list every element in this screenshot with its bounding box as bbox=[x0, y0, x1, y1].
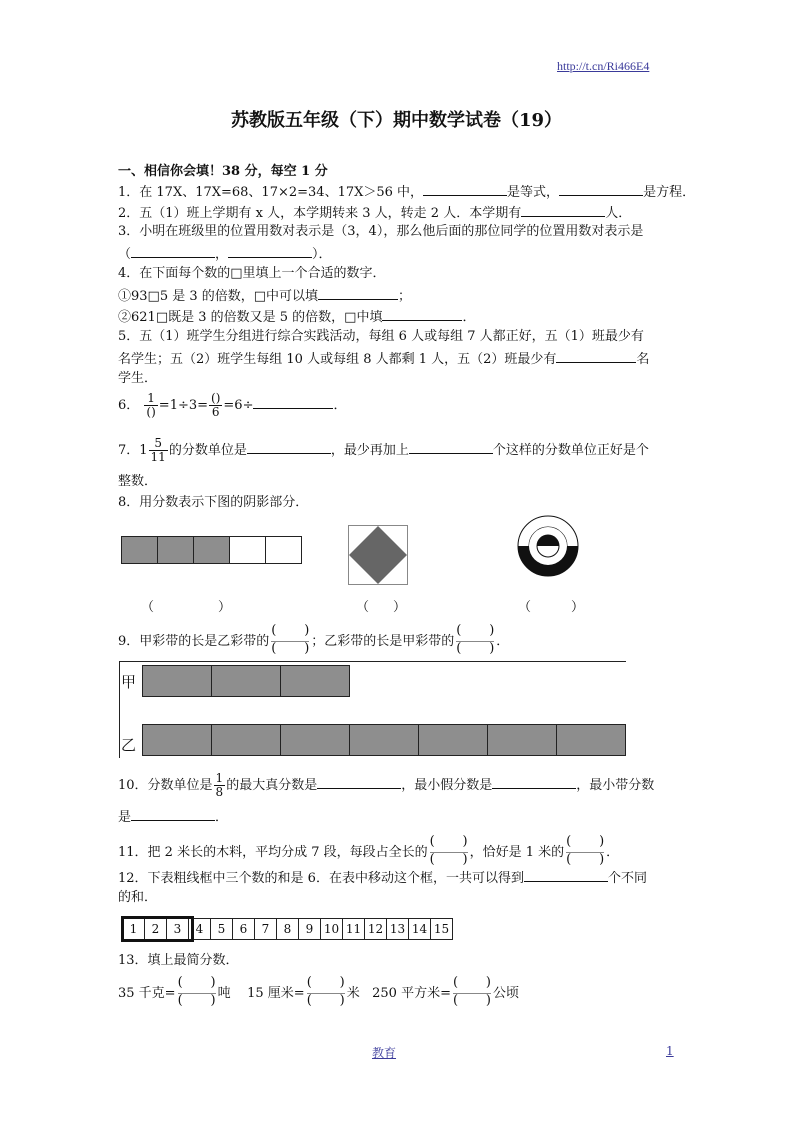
number-cell: 10 bbox=[320, 918, 343, 940]
q3-close-paren: ）． bbox=[312, 247, 332, 262]
q5-text-c: 名 bbox=[636, 352, 650, 367]
q7-number: 7．1 bbox=[118, 443, 148, 458]
answer-blank[interactable] bbox=[253, 394, 333, 409]
question-6 bbox=[118, 392, 346, 419]
ring-figure bbox=[516, 514, 580, 578]
answer-blank[interactable] bbox=[559, 181, 643, 196]
q6-number: 6． bbox=[118, 398, 140, 413]
fraction-numerator: 1 bbox=[215, 771, 224, 785]
figure-3-answer[interactable] bbox=[518, 598, 584, 617]
page-title: 苏教版五年级（下）期中数学试卷（19） bbox=[230, 110, 563, 131]
close-paren: ） bbox=[570, 600, 584, 615]
q13-text-b: 35 千克= bbox=[118, 986, 176, 1001]
fraction-blank[interactable] bbox=[271, 624, 309, 659]
number-cell: 1 bbox=[122, 918, 145, 940]
question-9 bbox=[118, 624, 509, 659]
q11-text: 11．把 2 米长的木料，平均分成 7 段，每段占全长的 bbox=[118, 845, 428, 860]
number-cell: 3 bbox=[166, 918, 189, 940]
q11-text-b: ，恰好是 1 米的 bbox=[469, 845, 565, 860]
fraction-blank[interactable] bbox=[453, 976, 491, 1011]
question-7-line-2: 整数． bbox=[118, 474, 158, 489]
question-4-part-2 bbox=[118, 306, 475, 327]
q4-text-d: ②621□既是 3 的倍数又是 5 的倍数，□中填 bbox=[118, 310, 383, 325]
q13-text-d: 15 厘米= bbox=[247, 986, 305, 1001]
number-cell: 4 bbox=[188, 918, 211, 940]
answer-blank[interactable] bbox=[409, 439, 493, 454]
q2-text-b: 人． bbox=[605, 206, 632, 221]
q1-text-c: 是方程． bbox=[643, 185, 696, 200]
number-cell: 2 bbox=[144, 918, 167, 940]
question-11 bbox=[118, 835, 619, 870]
q10-text-d: ，最小带分数 bbox=[576, 778, 655, 793]
ribbon-jia-segment bbox=[280, 665, 350, 697]
number-cell: 11 bbox=[342, 918, 365, 940]
q9-text: 9．甲彩带的长是乙彩带的 bbox=[118, 634, 270, 649]
answer-blank[interactable] bbox=[131, 806, 215, 821]
figure-1-answer[interactable] bbox=[141, 598, 231, 617]
q9-text-b: ；乙彩带的长是甲彩带的 bbox=[311, 634, 455, 649]
header-link[interactable]: http://t.cn/Ri466E4 bbox=[557, 59, 650, 73]
page-number: 1 bbox=[666, 1044, 674, 1058]
ribbon-yi-segment bbox=[142, 724, 212, 756]
q13-text-c: 吨 bbox=[217, 986, 231, 1001]
shaded-bar-figure bbox=[121, 536, 303, 564]
fraction-denominator: 11 bbox=[150, 450, 166, 464]
fraction-blank[interactable] bbox=[456, 624, 494, 659]
question-3: 3．小明在班级里的位置用数对表示是（3，4），那么他后面的那位同学的位置用数对表示是 bbox=[118, 224, 644, 239]
answer-blank[interactable] bbox=[524, 867, 608, 882]
question-8: 8．用分数表示下图的阴影部分． bbox=[118, 495, 309, 510]
bar-segment-shaded bbox=[157, 536, 194, 564]
q4-text-e: ． bbox=[462, 310, 476, 325]
diamond-square-figure bbox=[348, 525, 408, 585]
close-paren: ） bbox=[217, 600, 231, 615]
open-paren: （ bbox=[518, 600, 532, 615]
fraction-blank[interactable] bbox=[178, 976, 216, 1011]
number-cell: 14 bbox=[408, 918, 431, 940]
question-10-line-2 bbox=[118, 806, 228, 827]
ribbon-yi-segment bbox=[211, 724, 281, 756]
fraction-denominator: 6 bbox=[211, 405, 220, 419]
fraction bbox=[214, 772, 226, 799]
fraction bbox=[144, 392, 157, 419]
number-cell: 5 bbox=[210, 918, 233, 940]
q13-text-e: 米 bbox=[346, 986, 360, 1001]
question-1 bbox=[118, 181, 695, 202]
bar-segment-empty bbox=[265, 536, 302, 564]
q7-text-d: 个这样的分数单位正好是个 bbox=[492, 443, 649, 458]
ribbon-yi-segment bbox=[556, 724, 626, 756]
question-2 bbox=[118, 202, 631, 223]
number-cell: 8 bbox=[276, 918, 299, 940]
q4-text-c: ； bbox=[398, 289, 412, 304]
answer-blank[interactable] bbox=[382, 306, 462, 321]
q7-text-b: 的分数单位是 bbox=[168, 443, 247, 458]
q12-text: 12．下表粗线框中三个数的和是 6．在表中移动这个框，一共可以得到 bbox=[118, 871, 524, 886]
question-5-line-3: 学生． bbox=[118, 371, 158, 386]
ribbon-yi-segment bbox=[349, 724, 419, 756]
question-4: 4．在下面每个数的□里填上一个合适的数字． bbox=[118, 266, 386, 281]
footer-link[interactable]: 教育 bbox=[372, 1046, 397, 1060]
question-3-answer bbox=[118, 243, 332, 264]
fraction-blank[interactable] bbox=[566, 835, 604, 870]
question-12-line-2: 的和． bbox=[118, 890, 158, 905]
answer-blank[interactable] bbox=[492, 774, 576, 789]
fraction-numerator: 5 bbox=[149, 437, 168, 451]
q6-text-c: =6÷ bbox=[223, 398, 254, 413]
answer-blank[interactable] bbox=[131, 243, 215, 258]
fraction-denominator: 8 bbox=[215, 785, 224, 799]
ribbon-yi-segment bbox=[418, 724, 488, 756]
fraction-numerator: () bbox=[211, 391, 221, 405]
number-cell: 6 bbox=[232, 918, 255, 940]
q13-text-g: 公顷 bbox=[492, 986, 519, 1001]
number-cell: 9 bbox=[298, 918, 321, 940]
q4-text-b: ①93□5 是 3 的倍数，□中可以填 bbox=[118, 289, 319, 304]
answer-blank[interactable] bbox=[318, 285, 398, 300]
q9-text-c: ． bbox=[496, 634, 510, 649]
fraction-numerator: 1 bbox=[144, 392, 157, 406]
q10-text-f: ． bbox=[215, 810, 229, 825]
thick-frame[interactable] bbox=[121, 916, 194, 942]
answer-blank[interactable] bbox=[556, 348, 636, 363]
section-heading: 一、相信你会填！38 分，每空 1 分 bbox=[118, 164, 328, 179]
ribbon-jia-segment bbox=[142, 665, 212, 697]
q6-text-d: ． bbox=[333, 398, 347, 413]
number-cell: 12 bbox=[364, 918, 387, 940]
q10-text-c: ，最小假分数是 bbox=[401, 778, 493, 793]
answer-blank[interactable] bbox=[521, 202, 605, 217]
q2-text: 2．五（1）班上学期有 x 人，本学期转来 3 人，转走 2 人．本学期有 bbox=[118, 206, 522, 221]
q3-comma: ， bbox=[215, 247, 229, 262]
ribbon-yi-segment bbox=[487, 724, 557, 756]
q10-text: 10．分数单位是 bbox=[118, 778, 213, 793]
q11-text-c: ． bbox=[606, 845, 620, 860]
number-cell: 7 bbox=[254, 918, 277, 940]
ribbon-jia-label: 甲 bbox=[121, 673, 137, 691]
ribbon-jia-segment bbox=[211, 665, 281, 697]
ribbon-figure bbox=[119, 661, 626, 759]
q1-text-b: 是等式， bbox=[507, 185, 560, 200]
fraction-blank[interactable] bbox=[430, 835, 468, 870]
ribbon-yi-label: 乙 bbox=[121, 736, 137, 754]
q6-text-b: =1÷3= bbox=[158, 398, 209, 413]
q7-text-c: ，最少再加上 bbox=[330, 443, 409, 458]
question-13-items bbox=[118, 976, 519, 1011]
figure-left-line bbox=[119, 661, 120, 758]
bar-segment-shaded bbox=[193, 536, 230, 564]
close-paren: ） bbox=[392, 600, 406, 615]
fraction bbox=[149, 437, 168, 464]
q10-text-e: 是 bbox=[118, 810, 132, 825]
open-paren: （ bbox=[356, 600, 370, 615]
q5-text-b: 名学生；五（2）班学生每组 10 人或每组 8 人都剩 1 人，五（2）班最少有 bbox=[118, 352, 557, 367]
bar-segment-empty bbox=[229, 536, 266, 564]
q3-open-paren: （ bbox=[118, 247, 132, 262]
q1-text: 1．在 17X、17X=68、17×2=34、17X＞56 中， bbox=[118, 185, 424, 200]
bar-segment-shaded bbox=[121, 536, 158, 564]
question-5: 5．五（1）班学生分组进行综合实践活动，每组 6 人或每组 7 人都正好，五（1）班最少有 bbox=[118, 329, 644, 344]
number-cell: 13 bbox=[386, 918, 409, 940]
question-4-part-1 bbox=[118, 285, 411, 306]
fraction bbox=[209, 392, 222, 419]
question-10 bbox=[118, 772, 654, 799]
question-13: 13．填上最简分数． bbox=[118, 953, 239, 968]
figure-2-answer[interactable] bbox=[356, 598, 406, 617]
answer-blank[interactable] bbox=[247, 439, 331, 454]
question-12 bbox=[118, 867, 647, 888]
question-7 bbox=[118, 437, 649, 464]
question-5-line-2 bbox=[118, 348, 649, 369]
q12-text-b: 个不同 bbox=[607, 871, 647, 886]
fraction-blank[interactable] bbox=[307, 976, 345, 1011]
ribbon-yi-segment bbox=[280, 724, 350, 756]
open-paren: （ bbox=[141, 600, 155, 615]
answer-blank[interactable] bbox=[423, 181, 507, 196]
q10-text-b: 的最大真分数是 bbox=[226, 778, 318, 793]
answer-blank[interactable] bbox=[317, 774, 401, 789]
figure-top-line bbox=[119, 661, 626, 662]
fraction-denominator: () bbox=[146, 405, 156, 419]
number-cell: 15 bbox=[430, 918, 453, 940]
q13-text-f: 250 平方米= bbox=[372, 986, 451, 1001]
answer-blank[interactable] bbox=[228, 243, 312, 258]
